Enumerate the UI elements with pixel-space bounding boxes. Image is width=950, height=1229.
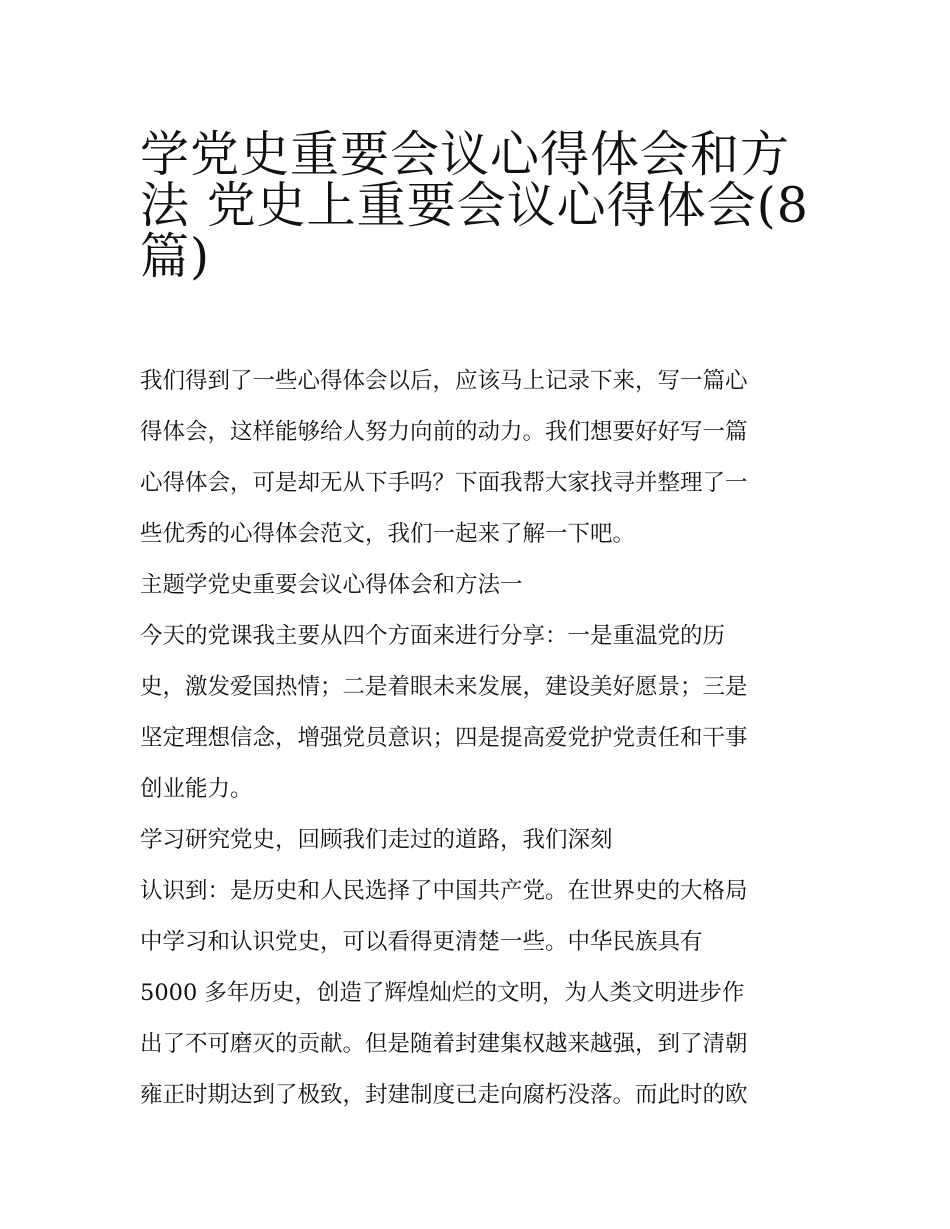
body-paragraph xyxy=(140,611,820,815)
section-heading xyxy=(140,560,820,611)
title-line: 法 党史上重要会议心得体会(8 xyxy=(140,177,809,234)
text-line: 认识到：是历史和人民选择了中国共产党。在世界史的大格局 xyxy=(140,878,748,904)
text-line: 些优秀的心得体会范文，我们一起来了解一下吧。 xyxy=(140,521,636,547)
text-line: 中学习和认识党史，可以看得更清楚一些。中华民族具有 xyxy=(140,929,703,955)
text-line: 雍正时期达到了极致，封建制度已走向腐朽没落。而此时的欧 xyxy=(140,1082,748,1108)
title-line: 学党史重要会议心得体会和方 xyxy=(140,126,791,183)
title-line: 篇) xyxy=(140,228,211,285)
text-line: 出了不可磨灭的贡献。但是随着封建集权越来越强，到了清朝 xyxy=(140,1031,748,1057)
text-line: 坚定理想信念，增强党员意识；四是提高爱党护党责任和干事 xyxy=(140,725,748,751)
text-line: 得体会，这样能够给人努力向前的动力。我们想要好好写一篇 xyxy=(140,419,748,445)
body-paragraph xyxy=(140,815,820,866)
text-line: 心得体会，可是却无从下手吗？下面我帮大家找寻并整理了一 xyxy=(140,470,748,496)
document-body xyxy=(140,356,820,1121)
intro-paragraph xyxy=(140,356,820,560)
text-line: 创业能力。 xyxy=(140,776,253,802)
document-title xyxy=(140,118,820,285)
body-paragraph xyxy=(140,866,820,1121)
text-line: 学习研究党史，回顾我们走过的道路，我们深刻 xyxy=(140,827,613,853)
text-line: 我们得到了一些心得体会以后，应该马上记录下来，写一篇心 xyxy=(140,368,748,394)
text-line: 主题学党史重要会议心得体会和方法一 xyxy=(140,572,523,598)
text-line: 5000 多年历史，创造了辉煌灿烂的文明，为人类文明进步作 xyxy=(140,980,745,1006)
text-line: 今天的党课我主要从四个方面来进行分享：一是重温党的历 xyxy=(140,623,726,649)
text-line: 史，激发爱国热情；二是着眼未来发展，建设美好愿景；三是 xyxy=(140,674,748,700)
